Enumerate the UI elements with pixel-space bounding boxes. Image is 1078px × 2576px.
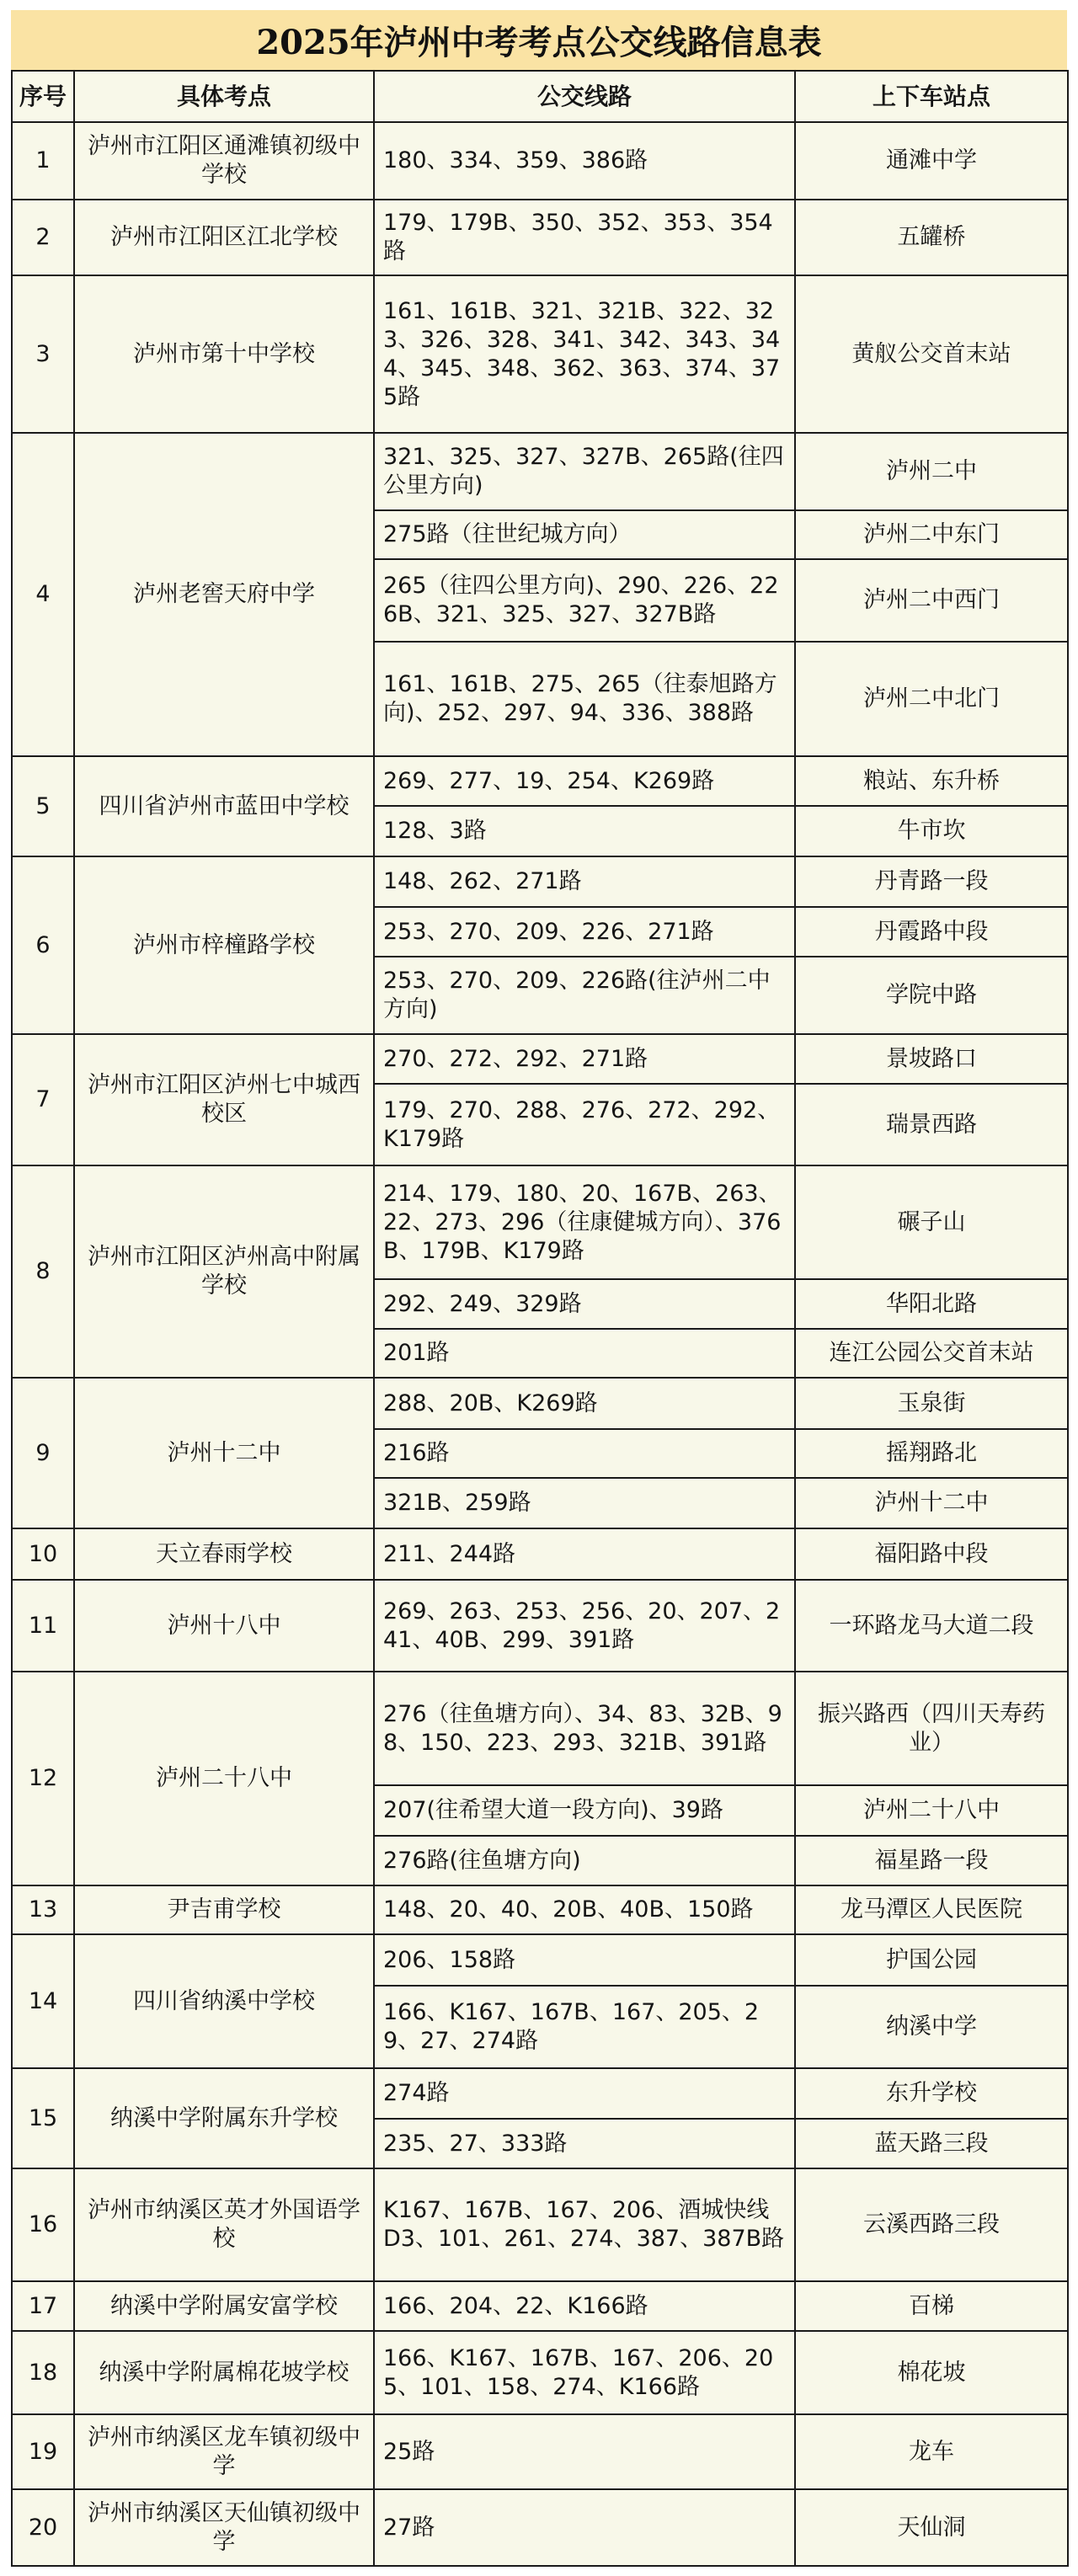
table-row — [12, 433, 1068, 510]
cell-routes: 207(往希望大道一段方向)、39路 — [374, 1785, 795, 1836]
table-row — [12, 1672, 1068, 1785]
table-row — [12, 2281, 1068, 2331]
cell-stop: 云溪西路三段 — [795, 2168, 1068, 2281]
table-row — [12, 122, 1068, 200]
cell-seq: 3 — [12, 275, 74, 433]
cell-routes: 276（往鱼塘方向）、34、83、32B、98、150、223、293、321B、391路 — [374, 1672, 795, 1785]
cell-venue: 天立春雨学校 — [74, 1528, 374, 1580]
cell-stop: 景坡路口 — [795, 1034, 1068, 1084]
cell-seq: 15 — [12, 2068, 74, 2168]
cell-routes: 166、K167、167B、167、205、29、27、274路 — [374, 1986, 795, 2068]
cell-stop: 天仙洞 — [795, 2489, 1068, 2566]
table-row — [12, 1934, 1068, 1986]
cell-stop: 黄舣公交首末站 — [795, 275, 1068, 433]
cell-stop: 通滩中学 — [795, 122, 1068, 200]
cell-seq: 5 — [12, 756, 74, 856]
cell-seq: 9 — [12, 1378, 74, 1528]
cell-routes: 166、204、22、K166路 — [374, 2281, 795, 2331]
cell-seq: 20 — [12, 2489, 74, 2566]
cell-stop: 学院中路 — [795, 957, 1068, 1034]
cell-venue: 泸州市纳溪区英才外国语学校 — [74, 2168, 374, 2281]
page-title: 2025年泸州中考考点公交线路信息表 — [11, 10, 1067, 70]
cell-venue: 泸州市梓橦路学校 — [74, 856, 374, 1034]
cell-routes: 235、27、333路 — [374, 2119, 795, 2168]
cell-seq: 19 — [12, 2414, 74, 2489]
cell-routes: 269、263、253、256、20、207、241、40B、299、391路 — [374, 1580, 795, 1672]
table-row — [12, 200, 1068, 275]
table-row — [12, 1378, 1068, 1429]
cell-venue: 泸州老窖天府中学 — [74, 433, 374, 756]
cell-venue: 四川省纳溪中学校 — [74, 1934, 374, 2068]
cell-seq: 7 — [12, 1034, 74, 1165]
cell-routes: 180、334、359、386路 — [374, 122, 795, 200]
cell-routes: 214、179、180、20、167B、263、22、273、296（往康健城方向）、376B、179B、K179路 — [374, 1165, 795, 1279]
cell-venue: 泸州二十八中 — [74, 1672, 374, 1885]
table-row — [12, 2068, 1068, 2119]
cell-stop: 丹霞路中段 — [795, 907, 1068, 957]
cell-routes: 128、3路 — [374, 806, 795, 856]
cell-routes: 274路 — [374, 2068, 795, 2119]
cell-seq: 16 — [12, 2168, 74, 2281]
cell-routes: 276路(往鱼塘方向) — [374, 1836, 795, 1885]
cell-venue: 泸州市第十中学校 — [74, 275, 374, 433]
cell-stop: 华阳北路 — [795, 1279, 1068, 1329]
cell-stop: 龙马潭区人民医院 — [795, 1885, 1068, 1934]
cell-venue: 泸州市江阳区泸州七中城西校区 — [74, 1034, 374, 1165]
cell-routes: 253、270、209、226、271路 — [374, 907, 795, 957]
cell-stop: 一环路龙马大道二段 — [795, 1580, 1068, 1672]
cell-venue: 泸州市纳溪区龙车镇初级中学 — [74, 2414, 374, 2489]
cell-stop: 五罐桥 — [795, 200, 1068, 275]
cell-stop: 东升学校 — [795, 2068, 1068, 2119]
cell-venue: 纳溪中学附属棉花坡学校 — [74, 2331, 374, 2414]
table-row — [12, 856, 1068, 907]
header-seq: 序号 — [12, 71, 74, 122]
cell-seq: 14 — [12, 1934, 74, 2068]
cell-routes: 253、270、209、226路(往泸州二中方向) — [374, 957, 795, 1034]
table-row — [12, 1528, 1068, 1580]
cell-routes: 148、20、40、20B、40B、150路 — [374, 1885, 795, 1934]
route-table — [11, 70, 1069, 2567]
header-venue: 具体考点 — [74, 71, 374, 122]
cell-venue: 四川省泸州市蓝田中学校 — [74, 756, 374, 856]
cell-stop: 摇翔路北 — [795, 1429, 1068, 1478]
header-stops: 上下车站点 — [795, 71, 1068, 122]
cell-routes: 269、277、19、254、K269路 — [374, 756, 795, 806]
cell-seq: 11 — [12, 1580, 74, 1672]
cell-seq: 17 — [12, 2281, 74, 2331]
cell-stop: 泸州二中 — [795, 433, 1068, 510]
cell-stop: 蓝天路三段 — [795, 2119, 1068, 2168]
cell-stop: 粮站、东升桥 — [795, 756, 1068, 806]
cell-seq: 10 — [12, 1528, 74, 1580]
cell-stop: 泸州二中西门 — [795, 559, 1068, 642]
table-row — [12, 2168, 1068, 2281]
cell-seq: 18 — [12, 2331, 74, 2414]
cell-routes: 216路 — [374, 1429, 795, 1478]
cell-stop: 纳溪中学 — [795, 1986, 1068, 2068]
cell-routes: K167、167B、167、206、酒城快线 D3、101、261、274、387、387B路 — [374, 2168, 795, 2281]
table-row — [12, 2331, 1068, 2414]
cell-routes: 206、158路 — [374, 1934, 795, 1986]
table-body — [12, 122, 1068, 2566]
table-header-row — [12, 71, 1068, 122]
cell-routes: 166、K167、167B、167、206、205、101、158、274、K166路 — [374, 2331, 795, 2414]
cell-venue: 纳溪中学附属东升学校 — [74, 2068, 374, 2168]
cell-stop: 百梯 — [795, 2281, 1068, 2331]
bus-route-sheet — [11, 10, 1067, 2567]
cell-routes: 321B、259路 — [374, 1478, 795, 1528]
cell-stop: 棉花坡 — [795, 2331, 1068, 2414]
cell-routes: 211、244路 — [374, 1528, 795, 1580]
cell-routes: 265（往四公里方向)、290、226、226B、321、325、327、327B路 — [374, 559, 795, 642]
table-row — [12, 1885, 1068, 1934]
cell-seq: 8 — [12, 1165, 74, 1378]
cell-seq: 4 — [12, 433, 74, 756]
cell-routes: 148、262、271路 — [374, 856, 795, 907]
cell-stop: 连江公园公交首末站 — [795, 1329, 1068, 1378]
cell-stop: 龙车 — [795, 2414, 1068, 2489]
table-row — [12, 2414, 1068, 2489]
cell-routes: 292、249、329路 — [374, 1279, 795, 1329]
cell-routes: 270、272、292、271路 — [374, 1034, 795, 1084]
cell-stop: 瑞景西路 — [795, 1084, 1068, 1165]
cell-stop: 福阳路中段 — [795, 1528, 1068, 1580]
cell-seq: 12 — [12, 1672, 74, 1885]
cell-stop: 福星路一段 — [795, 1836, 1068, 1885]
cell-routes: 179、179B、350、352、353、354路 — [374, 200, 795, 275]
cell-stop: 护国公园 — [795, 1934, 1068, 1986]
header-routes: 公交线路 — [374, 71, 795, 122]
cell-routes: 201路 — [374, 1329, 795, 1378]
cell-stop: 泸州十二中 — [795, 1478, 1068, 1528]
cell-routes: 321、325、327、327B、265路(往四公里方向) — [374, 433, 795, 510]
cell-routes: 161、161B、275、265（往泰旭路方向)、252、297、94、336、388路 — [374, 642, 795, 756]
cell-routes: 27路 — [374, 2489, 795, 2566]
cell-seq: 2 — [12, 200, 74, 275]
cell-stop: 碾子山 — [795, 1165, 1068, 1279]
cell-stop: 泸州二中东门 — [795, 510, 1068, 559]
cell-venue: 泸州市江阳区泸州高中附属学校 — [74, 1165, 374, 1378]
cell-venue: 泸州十二中 — [74, 1378, 374, 1528]
cell-stop: 丹青路一段 — [795, 856, 1068, 907]
cell-stop: 牛市坎 — [795, 806, 1068, 856]
cell-seq: 13 — [12, 1885, 74, 1934]
cell-venue: 纳溪中学附属安富学校 — [74, 2281, 374, 2331]
cell-seq: 6 — [12, 856, 74, 1034]
cell-venue: 泸州市江阳区通滩镇初级中学校 — [74, 122, 374, 200]
table-row — [12, 275, 1068, 433]
cell-stop: 泸州二中北门 — [795, 642, 1068, 756]
cell-routes: 161、161B、321、321B、322、323、326、328、341、342、343、344、345、348、362、363、374、375路 — [374, 275, 795, 433]
cell-stop: 泸州二十八中 — [795, 1785, 1068, 1836]
cell-venue: 尹吉甫学校 — [74, 1885, 374, 1934]
table-row — [12, 1034, 1068, 1084]
cell-venue: 泸州市江阳区江北学校 — [74, 200, 374, 275]
table-row — [12, 2489, 1068, 2566]
cell-routes: 275路（往世纪城方向） — [374, 510, 795, 559]
cell-stop: 玉泉街 — [795, 1378, 1068, 1429]
cell-venue: 泸州十八中 — [74, 1580, 374, 1672]
table-row — [12, 756, 1068, 806]
cell-stop: 振兴路西（四川天寿药业） — [795, 1672, 1068, 1785]
table-row — [12, 1165, 1068, 1279]
cell-routes: 25路 — [374, 2414, 795, 2489]
cell-routes: 288、20B、K269路 — [374, 1378, 795, 1429]
cell-routes: 179、270、288、276、272、292、K179路 — [374, 1084, 795, 1165]
cell-venue: 泸州市纳溪区天仙镇初级中学 — [74, 2489, 374, 2566]
cell-seq: 1 — [12, 122, 74, 200]
table-row — [12, 1580, 1068, 1672]
